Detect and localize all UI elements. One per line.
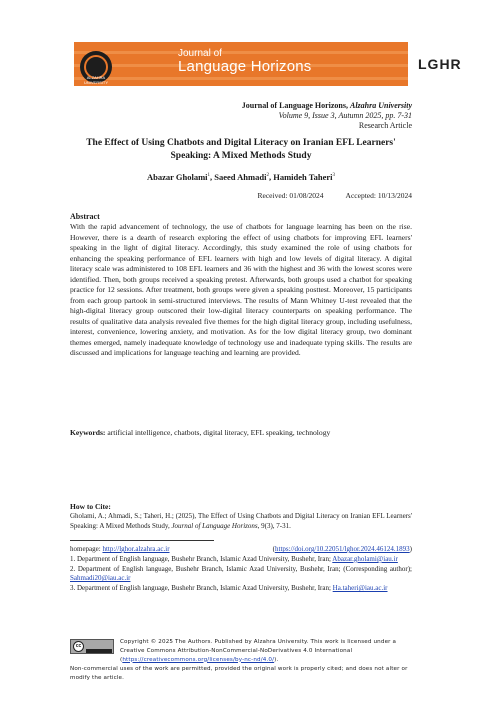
keywords-text: artificial intelligence, chatbots, digital literacy, EFL speaking, technology	[105, 428, 331, 437]
footnote-2-email[interactable]: Sahmadi20@iau.ac.ir	[70, 574, 131, 583]
footnote-divider	[70, 540, 214, 541]
journal-logo-text: LGHR	[418, 56, 462, 72]
footnote-2-text: 2. Department of English language, Bushehr Branch, Islamic Azad University, Bushehr, Iran; (Corresponding author);	[70, 564, 412, 573]
author-list: Abazar Gholami$^1$, Saeed Ahmadi$^2$, Hamideh Taheri$^3$	[146, 172, 335, 182]
footnote-3-text: 3. Department of English language, Bushehr Branch, Islamic Azad University, Bushehr, Iran;	[70, 584, 331, 593]
doi-link[interactable]: https://doi.org/10.22051/lghor.2024.46124.1893	[275, 545, 410, 553]
homepage-line	[70, 545, 412, 555]
banner-title-line2: Language Horizons	[178, 58, 312, 75]
citation-heading: How to Cite:	[70, 502, 111, 511]
journal-name	[242, 101, 412, 111]
license-after: ).	[274, 656, 279, 663]
footnotes	[70, 545, 412, 594]
cc-license-bar	[86, 649, 112, 653]
footnote-1-text: 1. Department of English language, Bushehr Branch, Islamic Azad University, Bushehr, Iran;	[70, 554, 331, 563]
homepage-label: homepage:	[70, 545, 103, 553]
author-affiliation-mark: 3	[332, 173, 335, 179]
banner-title-line1: Journal of	[178, 48, 222, 59]
university-logo-text: ALZAHRA UNIVERSITY	[83, 75, 108, 85]
footnote-3	[70, 584, 412, 594]
journal-banner	[74, 42, 408, 86]
journal-volume: Volume 9, Issue 3, Autumn 2025, pp. 7-31	[278, 111, 412, 120]
abstract-heading: Abstract	[70, 212, 100, 221]
footnote-2	[70, 565, 412, 585]
article-type: Research Article	[358, 121, 412, 130]
footnote-3-email[interactable]: Ha.taheri@iau.ac.ir	[332, 584, 388, 593]
author-affiliation-mark: 2	[266, 173, 269, 179]
cc-icon: cc	[73, 641, 84, 652]
footnote-1	[70, 555, 412, 565]
keywords-label: Keywords:	[70, 428, 106, 437]
license-main: Copyright © 2025 The Authors. Published by Alzahra University. This work is licensed under a Creative Commons Attribution-NonCommercial-NoDerivatives 4.0 International (	[120, 639, 397, 663]
banner-stripe	[74, 77, 408, 80]
journal-logo	[418, 56, 462, 72]
citation-journal: Journal of Language Horizons	[171, 521, 258, 530]
homepage-link[interactable]: http://lghor.alzahra.ac.ir	[102, 545, 170, 553]
license-text	[120, 638, 412, 664]
keywords	[70, 428, 412, 437]
university-logo	[80, 51, 112, 83]
doi-open: (	[272, 545, 276, 553]
author-name: Abazar Gholami	[146, 172, 208, 182]
author-name: Saeed Ahmadi	[214, 172, 267, 182]
paper-title: The Effect of Using Chatbots and Digital Literacy on Iranian EFL Learners' Speaking: A Mixed Methods Study	[86, 138, 396, 161]
journal-publisher: Alzahra University	[349, 101, 412, 110]
submission-dates	[70, 191, 412, 200]
author-affiliation-mark: 1	[207, 173, 211, 179]
footnote-1-email[interactable]: Abazar.gholami@iau.ir	[332, 554, 398, 563]
doi-close: )	[409, 545, 412, 553]
banner-stripe	[74, 51, 408, 54]
citation-body	[70, 512, 412, 531]
license-tail: Non-commercial uses of the work are permitted, provided the original work is properly cited; and does not alter or modify the article.	[70, 666, 408, 681]
citation-tail: , 9(3), 7-31.	[257, 521, 291, 530]
accepted-date: Accepted: 10/13/2024	[345, 191, 412, 200]
received-date: Received: 01/08/2024	[257, 191, 324, 200]
journal-name-prefix: Journal of Language Horizons,	[241, 101, 350, 110]
creative-commons-badge[interactable]	[70, 639, 114, 654]
license-link[interactable]: https://creativecommons.org/licenses/by-nc-nd/4.0/	[122, 656, 275, 663]
citation-text: Gholami, A.; Ahmadi, S.; Taheri, H.; (2025), The Effect of Using Chatbots and Digital Literacy on Iranian EFL Learners' Speaking: A Mixed Methods Study,	[70, 512, 412, 530]
abstract-body: With the rapid advancement of technology, the use of chatbots for language learning has been on the rise. However, there is a dearth of research exploring the effect of using chatbots for improving EFL learners' speaking in the light of digital literacy. Accordingly, this study examined the role of using chatbots for enhancing the speaking performance of EFL learners with high and low levels of digital literacy. A digital literacy scale was administered to 108 EFL learners and 36 with the highest and 36 with the lowest scores were identified. Then, both groups received a speaking pretest. Afterwards, both groups used a chatbot for speaking practice for 12 sessions. After treatment, both groups were given a speaking posttest. Moreover, 15 participants from each group partook in semi-structured interviews. The results of Mann Whitney U-test revealed that the high-digital literacy group outscored their low-digital literacy counterparts on speaking performance. The results of qualitative data analysis revealed five themes for the high digital literacy group, including usefulness, interest, convenience, lowering anxiety, and motivation. As for the low digital literacy group, two dominant themes emerged, namely inadequate knowledge of technology use and inadequate typing skills. The results are discussed and implications for language teaching and learning are provided.	[70, 222, 412, 357]
author-name: Hamideh Taheri	[273, 172, 333, 182]
